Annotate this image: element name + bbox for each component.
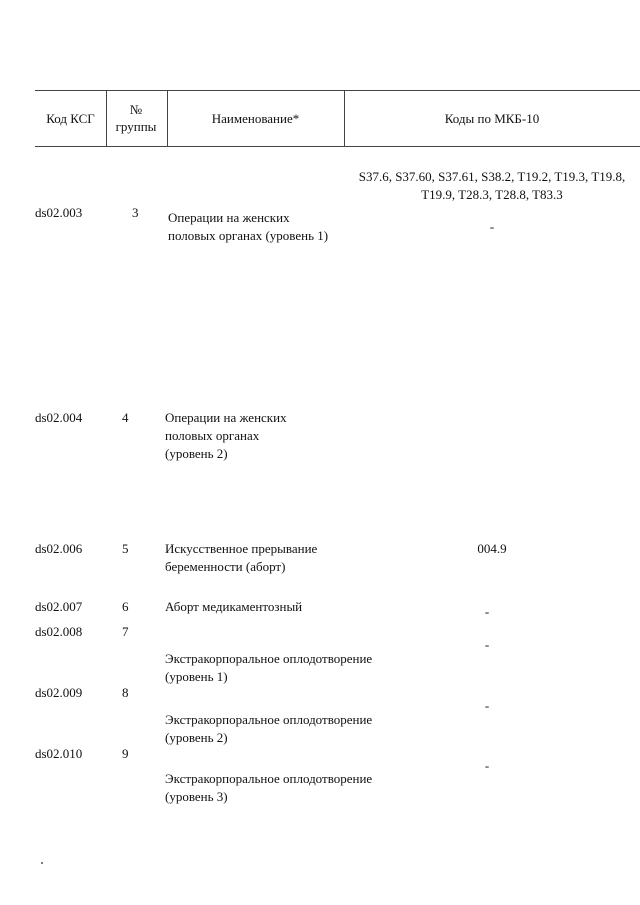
header-group-number: № группы	[115, 102, 157, 134]
table-top-rule	[35, 90, 640, 91]
row-code: ds02.007	[35, 599, 83, 614]
row-name: Искусственное прерывание беременности (аборт)	[165, 541, 318, 574]
header-divider-1	[106, 90, 107, 146]
row-icd-dash: -	[489, 219, 495, 234]
header-bottom-rule	[35, 146, 640, 147]
row-icd-codes: -	[484, 698, 490, 713]
header-code: Код КСГ	[46, 111, 95, 126]
scan-speck	[41, 862, 43, 864]
row-name: Экстракорпоральное оплодотворение (уровень 1)	[165, 651, 373, 684]
row-code: ds02.010	[35, 746, 83, 761]
row-name: Операции на женских половых органах (уровень 1)	[168, 210, 329, 243]
row-icd-codes: -	[484, 604, 490, 619]
header-icd-codes: Коды по МКБ-10	[444, 111, 540, 126]
row-name: Экстракорпоральное оплодотворение (уровень 2)	[165, 712, 373, 745]
row-group-number: 9	[122, 746, 129, 761]
row-code: ds02.008	[35, 624, 83, 639]
row-code: ds02.009	[35, 685, 83, 700]
row-icd-codes: -	[484, 758, 490, 773]
row-group-number: 4	[122, 410, 129, 425]
row-code: ds02.006	[35, 541, 83, 556]
row-group-number: 6	[122, 599, 129, 614]
row-group-number: 5	[122, 541, 129, 556]
row-icd-codes: -	[484, 637, 490, 652]
row-name: Операции на женских половых органах (уровень 2)	[165, 410, 287, 461]
row-code: ds02.004	[35, 410, 83, 425]
row-group-number: 8	[122, 685, 129, 700]
row-code: ds02.003	[35, 205, 83, 220]
row-icd-codes: 004.9	[477, 541, 507, 556]
row-icd-codes: S37.6, S37.60, S37.61, S38.2, T19.2, T19.3, T19.8, T19.9, T28.3, T28.8, T83.3	[358, 169, 626, 202]
header-name: Наименование*	[211, 111, 300, 126]
row-group-number: 7	[122, 624, 129, 639]
row-name: Аборт медикаментозный	[165, 599, 303, 614]
row-name: Экстракорпоральное оплодотворение (уровень 3)	[165, 771, 373, 804]
row-group-number: 3	[132, 205, 139, 220]
